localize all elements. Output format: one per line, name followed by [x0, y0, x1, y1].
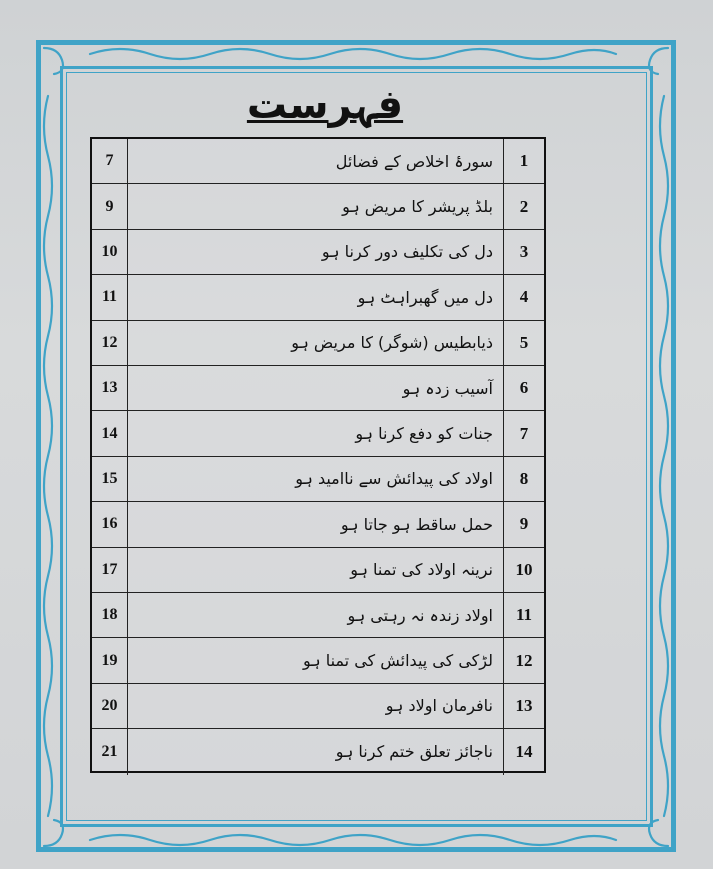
entry-title: دل کی تکلیف دور کرنا ہو	[128, 230, 504, 274]
entry-number: 14	[515, 741, 533, 761]
table-row	[92, 638, 544, 683]
entry-title: ناجائز تعلق ختم کرنا ہو	[128, 729, 504, 774]
entry-title: دل میں گھبراہٹ ہو	[128, 275, 504, 319]
entry-number: 3	[519, 241, 529, 261]
page-number: 11	[92, 275, 128, 319]
table-of-contents	[90, 137, 546, 773]
entry-number: 13	[515, 695, 533, 715]
page-number: 15	[92, 457, 128, 501]
page-number: 21	[92, 729, 128, 774]
table-row	[92, 275, 544, 320]
table-row	[92, 457, 544, 502]
table-row	[92, 139, 544, 184]
entry-title: جنات کو دفع کرنا ہو	[128, 411, 504, 455]
entry-title: نرینہ اولاد کی تمنا ہو	[128, 548, 504, 592]
entry-number: 10	[515, 559, 533, 579]
entry-title: حمل ساقط ہو جاتا ہو	[128, 502, 504, 546]
table-row	[92, 548, 544, 593]
entry-number: 6	[519, 378, 529, 398]
page-number: 13	[92, 366, 128, 410]
entry-number: 11	[515, 605, 533, 625]
entry-number: 8	[519, 468, 529, 488]
entry-number: 2	[519, 196, 529, 216]
table-row	[92, 593, 544, 638]
page-title: فہرست	[246, 82, 404, 128]
page-number: 16	[92, 502, 128, 546]
entry-title: ذیابطیس (شوگر) کا مریض ہو	[128, 321, 504, 365]
table-row	[92, 684, 544, 729]
page-number: 20	[92, 684, 128, 728]
entry-number: 1	[519, 151, 529, 171]
page-number: 19	[92, 638, 128, 682]
table-row	[92, 321, 544, 366]
page-number: 10	[92, 230, 128, 274]
entry-title: نافرمان اولاد ہو	[128, 684, 504, 728]
page-number: 9	[92, 184, 128, 228]
table-row	[92, 411, 544, 456]
entry-number: 5	[519, 332, 529, 352]
table-row	[92, 184, 544, 229]
page-number: 14	[92, 411, 128, 455]
page-number: 12	[92, 321, 128, 365]
entry-title: اولاد کی پیدائش سے ناامید ہو	[128, 457, 504, 501]
entry-title: اولاد زندہ نہ رہتی ہو	[128, 593, 504, 637]
page-number: 17	[92, 548, 128, 592]
page-number: 7	[92, 139, 128, 183]
entry-number: 12	[515, 650, 533, 670]
entry-number: 7	[519, 423, 529, 443]
table-row	[92, 230, 544, 275]
table-row	[92, 502, 544, 547]
entry-title: بلڈ پریشر کا مریض ہو	[128, 184, 504, 228]
table-row	[92, 729, 544, 774]
entry-number: 4	[519, 287, 529, 307]
entry-title: لڑکی کی پیدائش کی تمنا ہو	[128, 638, 504, 682]
entry-title: آسیب زدہ ہو	[128, 366, 504, 410]
entry-number: 9	[519, 514, 529, 534]
table-row	[92, 366, 544, 411]
page-number: 18	[92, 593, 128, 637]
entry-title: سورۂ اخلاص کے فضائل	[128, 139, 504, 183]
